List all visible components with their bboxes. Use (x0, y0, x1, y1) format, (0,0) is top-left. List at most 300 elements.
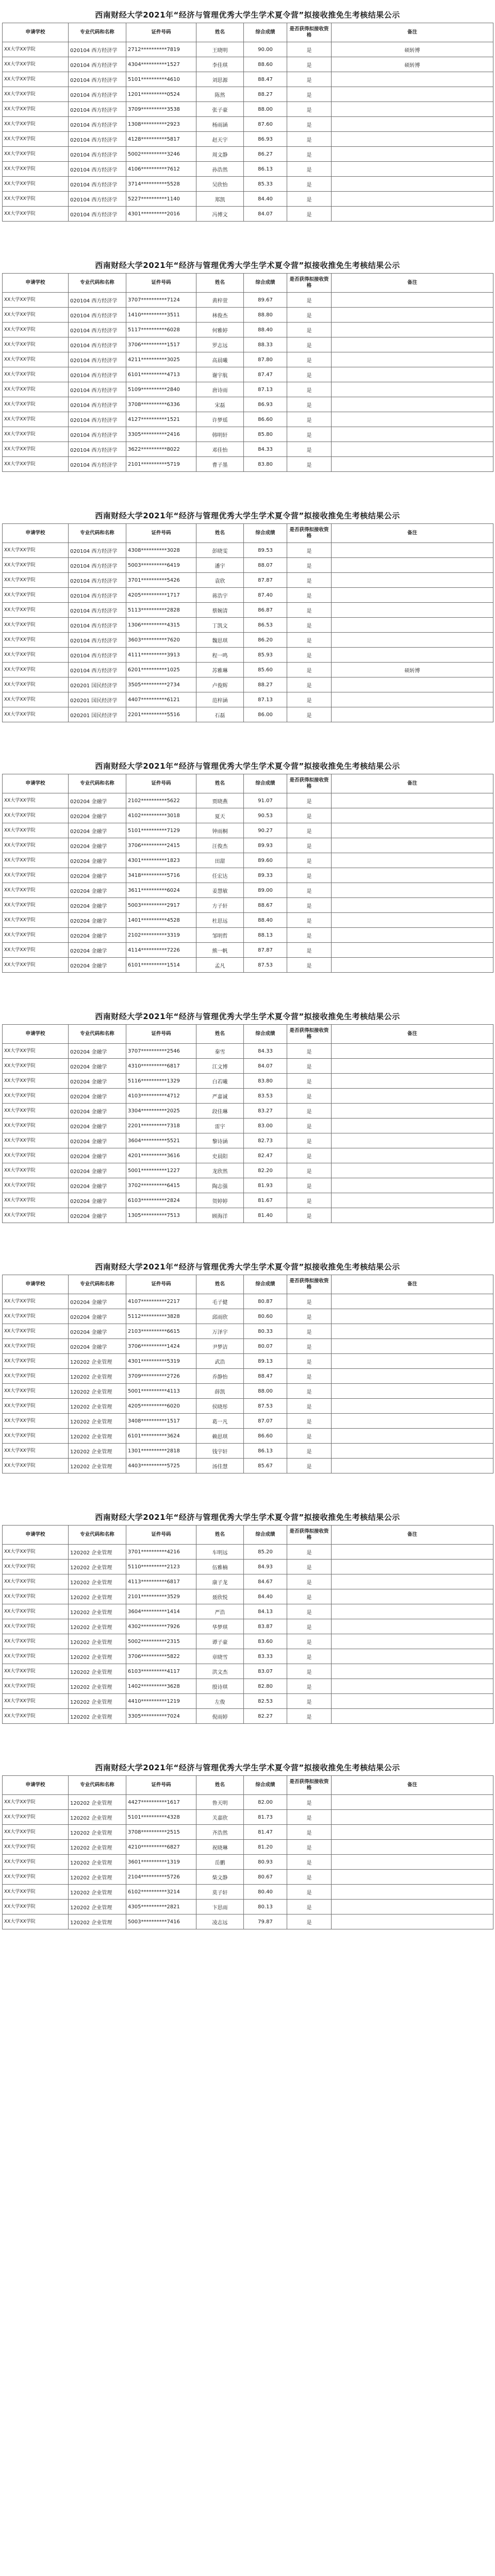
cell-name: 洪文杰 (196, 1664, 244, 1679)
table-row (3, 57, 493, 72)
cell-result: 是 (287, 1679, 332, 1694)
cell-result: 是 (287, 412, 332, 427)
cell-id: 4310**********6817 (126, 1059, 196, 1074)
column-header-school: 申请学校 (3, 524, 69, 543)
cell-name: 凌志远 (196, 1914, 244, 1929)
cell-remark (332, 1294, 493, 1309)
cell-score: 82.27 (244, 1709, 287, 1724)
cell-major: 120202 企业管理 (69, 1429, 126, 1444)
table-row (3, 382, 493, 397)
cell-name: 高晨曦 (196, 352, 244, 367)
cell-result: 是 (287, 853, 332, 868)
cell-result: 是 (287, 823, 332, 838)
cell-remark (332, 352, 493, 367)
cell-name: 黄梓萱 (196, 293, 244, 308)
column-header-score: 综合成绩 (244, 1025, 287, 1044)
cell-name: 丁凯文 (196, 618, 244, 633)
cell-major: 020104 西方经济学 (69, 102, 126, 117)
cell-major: 020104 西方经济学 (69, 308, 126, 323)
cell-score: 87.13 (244, 382, 287, 397)
table-row (3, 558, 493, 573)
cell-remark (332, 898, 493, 913)
column-header-remark: 备注 (332, 23, 493, 42)
cell-major: 120202 企业管理 (69, 1384, 126, 1399)
cell-id: 4210**********6827 (126, 1840, 196, 1855)
cell-name: 雷宇 (196, 1118, 244, 1133)
cell-remark (332, 72, 493, 87)
cell-remark (332, 943, 493, 958)
cell-remark (332, 648, 493, 663)
cell-score: 88.60 (244, 57, 287, 72)
cell-remark (332, 692, 493, 707)
cell-remark (332, 1118, 493, 1133)
cell-major: 020204 金融学 (69, 823, 126, 838)
cell-major: 020204 金融学 (69, 1118, 126, 1133)
cell-id: 6102**********3214 (126, 1885, 196, 1900)
cell-score: 89.60 (244, 853, 287, 868)
table-row (3, 573, 493, 588)
cell-major: 120202 企业管理 (69, 1679, 126, 1694)
cell-id: 4211**********3025 (126, 352, 196, 367)
table-row (3, 853, 493, 868)
result-table (2, 23, 493, 222)
cell-result: 是 (287, 663, 332, 677)
cell-id: 3603**********7620 (126, 633, 196, 648)
cell-result: 是 (287, 337, 332, 352)
column-header-id: 证件号码 (126, 1526, 196, 1545)
cell-remark (332, 1208, 493, 1223)
cell-school: XX大学XX学院 (3, 352, 69, 367)
table-row (3, 1900, 493, 1914)
cell-result: 是 (287, 1339, 332, 1354)
cell-result: 是 (287, 1354, 332, 1369)
cell-school: XX大学XX学院 (3, 663, 69, 677)
cell-score: 81.47 (244, 1825, 287, 1840)
cell-school: XX大学XX学院 (3, 87, 69, 102)
cell-score: 86.87 (244, 603, 287, 618)
result-sheet (2, 508, 493, 722)
cell-id: 6101**********1514 (126, 958, 196, 973)
cell-score: 83.53 (244, 1089, 287, 1104)
cell-major: 020204 金融学 (69, 1309, 126, 1324)
cell-result: 是 (287, 898, 332, 913)
cell-name: 罗志远 (196, 337, 244, 352)
cell-score: 86.53 (244, 618, 287, 633)
cell-result: 是 (287, 808, 332, 823)
cell-school: XX大学XX学院 (3, 42, 69, 57)
cell-id: 4302**********7926 (126, 1619, 196, 1634)
cell-name: 谢宇航 (196, 367, 244, 382)
cell-school: XX大学XX学院 (3, 543, 69, 558)
cell-major: 120202 企业管理 (69, 1545, 126, 1560)
cell-result: 是 (287, 1208, 332, 1223)
cell-result: 是 (287, 1795, 332, 1810)
cell-score: 83.80 (244, 457, 287, 472)
sheet-title: 西南财经大学2021年“经济与管理优秀大学生学术夏令营”拟接收推免生考核结果公示 (95, 1012, 400, 1021)
cell-id: 1201**********0524 (126, 87, 196, 102)
cell-id: 4305**********2821 (126, 1900, 196, 1914)
cell-result: 是 (287, 1914, 332, 1929)
cell-score: 81.20 (244, 1840, 287, 1855)
table-row (3, 352, 493, 367)
column-header-id: 证件号码 (126, 774, 196, 793)
cell-name: 程一鸣 (196, 648, 244, 663)
cell-result: 是 (287, 648, 332, 663)
column-header-result: 是否获得拟接收资格 (287, 1776, 332, 1795)
cell-school: XX大学XX学院 (3, 412, 69, 427)
column-header-score: 综合成绩 (244, 274, 287, 293)
column-header-name: 姓名 (196, 23, 244, 42)
cell-id: 3706**********5822 (126, 1649, 196, 1664)
cell-score: 89.33 (244, 868, 287, 883)
cell-remark (332, 87, 493, 102)
cell-major: 120202 企业管理 (69, 1855, 126, 1870)
column-header-name: 姓名 (196, 774, 244, 793)
table-row (3, 1825, 493, 1840)
cell-name: 邓佳怡 (196, 442, 244, 457)
cell-name: 秦雪 (196, 1044, 244, 1059)
cell-major: 020104 西方经济学 (69, 147, 126, 162)
column-header-name: 姓名 (196, 1275, 244, 1294)
cell-remark (332, 1870, 493, 1885)
cell-score: 85.60 (244, 663, 287, 677)
column-header-school: 申请学校 (3, 1526, 69, 1545)
cell-major: 020204 金融学 (69, 1059, 126, 1074)
cell-school: XX大学XX学院 (3, 618, 69, 633)
cell-school: XX大学XX学院 (3, 308, 69, 323)
cell-name: 孙浩然 (196, 162, 244, 177)
cell-name: 蔡婉清 (196, 603, 244, 618)
cell-major: 020104 西方经济学 (69, 57, 126, 72)
cell-school: XX大学XX学院 (3, 1133, 69, 1148)
cell-major: 120202 企业管理 (69, 1709, 126, 1724)
cell-major: 120202 企业管理 (69, 1560, 126, 1574)
column-header-major: 专业代码和名称 (69, 274, 126, 293)
table-row (3, 132, 493, 147)
cell-name: 夏天 (196, 808, 244, 823)
cell-name: 魏思琪 (196, 633, 244, 648)
cell-score: 86.13 (244, 1444, 287, 1459)
cell-school: XX大学XX学院 (3, 1324, 69, 1339)
cell-school: XX大学XX学院 (3, 1694, 69, 1709)
cell-score: 84.13 (244, 1604, 287, 1619)
cell-id: 3707**********2546 (126, 1044, 196, 1059)
cell-major: 120202 企业管理 (69, 1900, 126, 1914)
result-table (2, 1275, 493, 1473)
cell-major: 020104 西方经济学 (69, 323, 126, 337)
column-header-school: 申请学校 (3, 274, 69, 293)
column-header-remark: 备注 (332, 774, 493, 793)
cell-name: 严嘉诚 (196, 1089, 244, 1104)
cell-score: 81.40 (244, 1208, 287, 1223)
cell-major: 020104 西方经济学 (69, 337, 126, 352)
cell-name: 齐浩然 (196, 1825, 244, 1840)
cell-result: 是 (287, 382, 332, 397)
cell-score: 84.40 (244, 1589, 287, 1604)
cell-remark (332, 1825, 493, 1840)
cell-result: 是 (287, 603, 332, 618)
cell-school: XX大学XX学院 (3, 898, 69, 913)
cell-score: 85.67 (244, 1459, 287, 1473)
cell-id: 4111**********3913 (126, 648, 196, 663)
cell-remark (332, 1795, 493, 1810)
table-row (3, 1294, 493, 1309)
cell-score: 91.07 (244, 793, 287, 808)
cell-result: 是 (287, 1384, 332, 1399)
cell-major: 020204 金融学 (69, 943, 126, 958)
cell-remark (332, 102, 493, 117)
column-header-remark: 备注 (332, 1025, 493, 1044)
cell-school: XX大学XX学院 (3, 337, 69, 352)
cell-id: 4102**********3018 (126, 808, 196, 823)
cell-remark (332, 1339, 493, 1354)
cell-name: 苏雅琳 (196, 663, 244, 677)
cell-remark (332, 1193, 493, 1208)
cell-score: 82.47 (244, 1148, 287, 1163)
cell-id: 4103**********4712 (126, 1089, 196, 1104)
cell-score: 79.87 (244, 1914, 287, 1929)
cell-score: 82.53 (244, 1694, 287, 1709)
column-header-major: 专业代码和名称 (69, 23, 126, 42)
cell-score: 83.33 (244, 1649, 287, 1664)
cell-id: 3305**********2416 (126, 427, 196, 442)
table-row (3, 1649, 493, 1664)
cell-id: 3706**********2415 (126, 838, 196, 853)
cell-id: 2104**********5726 (126, 1870, 196, 1885)
cell-major: 020104 西方经济学 (69, 558, 126, 573)
cell-name: 康子龙 (196, 1574, 244, 1589)
cell-remark (332, 412, 493, 427)
cell-id: 4301**********2016 (126, 207, 196, 222)
cell-major: 120202 企业管理 (69, 1634, 126, 1649)
cell-school: XX大学XX学院 (3, 1679, 69, 1694)
cell-name: 汤佳慧 (196, 1459, 244, 1473)
cell-remark (332, 543, 493, 558)
cell-school: XX大学XX学院 (3, 1870, 69, 1885)
cell-school: XX大学XX学院 (3, 427, 69, 442)
cell-result: 是 (287, 1709, 332, 1724)
cell-result: 是 (287, 1059, 332, 1074)
cell-school: XX大学XX学院 (3, 1840, 69, 1855)
cell-name: 李佳琪 (196, 57, 244, 72)
cell-id: 4127**********1521 (126, 412, 196, 427)
table-row (3, 1545, 493, 1560)
cell-result: 是 (287, 1900, 332, 1914)
cell-school: XX大学XX学院 (3, 1900, 69, 1914)
cell-id: 2102**********3319 (126, 928, 196, 943)
cell-school: XX大学XX学院 (3, 793, 69, 808)
cell-name: 刘思源 (196, 72, 244, 87)
table-row (3, 603, 493, 618)
cell-score: 81.73 (244, 1810, 287, 1825)
cell-remark (332, 1399, 493, 1414)
cell-id: 6103**********2824 (126, 1193, 196, 1208)
cell-remark (332, 192, 493, 207)
cell-id: 3604**********1414 (126, 1604, 196, 1619)
table-header-row (3, 1526, 493, 1545)
table-row (3, 588, 493, 603)
cell-name: 范梓涵 (196, 692, 244, 707)
cell-school: XX大学XX学院 (3, 1649, 69, 1664)
cell-score: 83.80 (244, 1074, 287, 1089)
cell-school: XX大学XX学院 (3, 1148, 69, 1163)
cell-remark (332, 868, 493, 883)
column-header-school: 申请学校 (3, 1025, 69, 1044)
cell-score: 80.13 (244, 1900, 287, 1914)
column-header-score: 综合成绩 (244, 774, 287, 793)
column-header-remark: 备注 (332, 1776, 493, 1795)
column-header-result: 是否获得拟接收资格 (287, 1025, 332, 1044)
table-row (3, 958, 493, 973)
cell-result: 是 (287, 943, 332, 958)
cell-major: 120202 企业管理 (69, 1369, 126, 1384)
cell-school: XX大学XX学院 (3, 1914, 69, 1929)
cell-school: XX大学XX学院 (3, 707, 69, 722)
cell-remark: 硕转博 (332, 42, 493, 57)
cell-remark (332, 1810, 493, 1825)
cell-major: 120202 企业管理 (69, 1589, 126, 1604)
cell-remark (332, 838, 493, 853)
cell-name: 岳鹏 (196, 1855, 244, 1870)
cell-result: 是 (287, 1309, 332, 1324)
cell-school: XX大学XX学院 (3, 117, 69, 132)
cell-name: 宋磊 (196, 397, 244, 412)
table-row (3, 1104, 493, 1118)
cell-remark (332, 618, 493, 633)
cell-remark (332, 367, 493, 382)
cell-result: 是 (287, 162, 332, 177)
cell-major: 020104 西方经济学 (69, 663, 126, 677)
cell-score: 83.60 (244, 1634, 287, 1649)
cell-remark (332, 1574, 493, 1589)
cell-school: XX大学XX学院 (3, 1604, 69, 1619)
table-row (3, 1369, 493, 1384)
cell-id: 4128**********5817 (126, 132, 196, 147)
cell-score: 88.33 (244, 337, 287, 352)
cell-major: 120202 企业管理 (69, 1574, 126, 1589)
table-row (3, 1664, 493, 1679)
cell-score: 80.93 (244, 1855, 287, 1870)
result-sheet (2, 1009, 493, 1223)
column-header-remark: 备注 (332, 1275, 493, 1294)
cell-remark (332, 707, 493, 722)
cell-result: 是 (287, 1825, 332, 1840)
cell-id: 5001**********4113 (126, 1384, 196, 1399)
cell-school: XX大学XX学院 (3, 1825, 69, 1840)
cell-major: 020104 西方经济学 (69, 412, 126, 427)
cell-major: 020204 金融学 (69, 958, 126, 973)
cell-major: 120202 企业管理 (69, 1414, 126, 1429)
sheet-title: 西南财经大学2021年“经济与管理优秀大学生学术夏令营”拟接收推免生考核结果公示 (95, 10, 400, 20)
cell-remark (332, 1178, 493, 1193)
table-row (3, 457, 493, 472)
cell-school: XX大学XX学院 (3, 192, 69, 207)
result-table (2, 273, 493, 472)
cell-result: 是 (287, 1589, 332, 1604)
cell-major: 020104 西方经济学 (69, 367, 126, 382)
cell-score: 86.60 (244, 1429, 287, 1444)
cell-remark (332, 808, 493, 823)
cell-school: XX大学XX学院 (3, 72, 69, 87)
table-row (3, 898, 493, 913)
cell-major: 020104 西方经济学 (69, 427, 126, 442)
cell-result: 是 (287, 558, 332, 573)
table-row (3, 412, 493, 427)
cell-major: 020104 西方经济学 (69, 117, 126, 132)
table-row (3, 1399, 493, 1414)
cell-result: 是 (287, 677, 332, 692)
cell-name: 武浩 (196, 1354, 244, 1369)
cell-id: 3707**********7124 (126, 293, 196, 308)
table-row (3, 868, 493, 883)
table-row (3, 1059, 493, 1074)
table-row (3, 677, 493, 692)
cell-score: 87.40 (244, 588, 287, 603)
table-row (3, 117, 493, 132)
cell-remark (332, 1354, 493, 1369)
cell-name: 卢俊辉 (196, 677, 244, 692)
cell-score: 88.00 (244, 102, 287, 117)
cell-id: 3611**********6024 (126, 883, 196, 898)
cell-major: 020204 金融学 (69, 838, 126, 853)
cell-remark (332, 1885, 493, 1900)
cell-result: 是 (287, 1193, 332, 1208)
column-header-major: 专业代码和名称 (69, 1025, 126, 1044)
cell-id: 5003**********6419 (126, 558, 196, 573)
cell-name: 杨雨涵 (196, 117, 244, 132)
table-row (3, 543, 493, 558)
cell-major: 020204 金融学 (69, 793, 126, 808)
cell-major: 020104 西方经济学 (69, 573, 126, 588)
cell-name: 章晓雪 (196, 1649, 244, 1664)
cell-major: 020104 西方经济学 (69, 442, 126, 457)
cell-remark (332, 1694, 493, 1709)
table-row (3, 1178, 493, 1193)
cell-score: 87.60 (244, 117, 287, 132)
cell-id: 3305**********7024 (126, 1709, 196, 1724)
cell-school: XX大学XX学院 (3, 1208, 69, 1223)
cell-major: 020204 金融学 (69, 1133, 126, 1148)
table-row (3, 1339, 493, 1354)
cell-score: 89.67 (244, 293, 287, 308)
cell-school: XX大学XX学院 (3, 1560, 69, 1574)
cell-score: 80.33 (244, 1324, 287, 1339)
cell-result: 是 (287, 588, 332, 603)
cell-remark (332, 558, 493, 573)
cell-remark (332, 1679, 493, 1694)
table-row (3, 1414, 493, 1429)
cell-school: XX大学XX学院 (3, 1294, 69, 1309)
cell-name: 陶志强 (196, 1178, 244, 1193)
cell-name: 顾海洋 (196, 1208, 244, 1223)
cell-result: 是 (287, 1414, 332, 1429)
table-header-row (3, 774, 493, 793)
column-header-name: 姓名 (196, 524, 244, 543)
cell-remark (332, 1074, 493, 1089)
cell-id: 3304**********2025 (126, 1104, 196, 1118)
cell-name: 贾晓燕 (196, 793, 244, 808)
cell-result: 是 (287, 87, 332, 102)
cell-remark (332, 323, 493, 337)
cell-remark (332, 573, 493, 588)
table-row (3, 147, 493, 162)
cell-id: 4308**********3028 (126, 543, 196, 558)
cell-name: 祝晓琳 (196, 1840, 244, 1855)
sheet-title: 西南财经大学2021年“经济与管理优秀大学生学术夏令营”拟接收推免生考核结果公示 (95, 1763, 400, 1772)
column-header-result: 是否获得拟接收资格 (287, 524, 332, 543)
result-sheet (2, 1760, 493, 1929)
sheet-title: 西南财经大学2021年“经济与管理优秀大学生学术夏令营”拟接收推免生考核结果公示 (95, 261, 400, 270)
